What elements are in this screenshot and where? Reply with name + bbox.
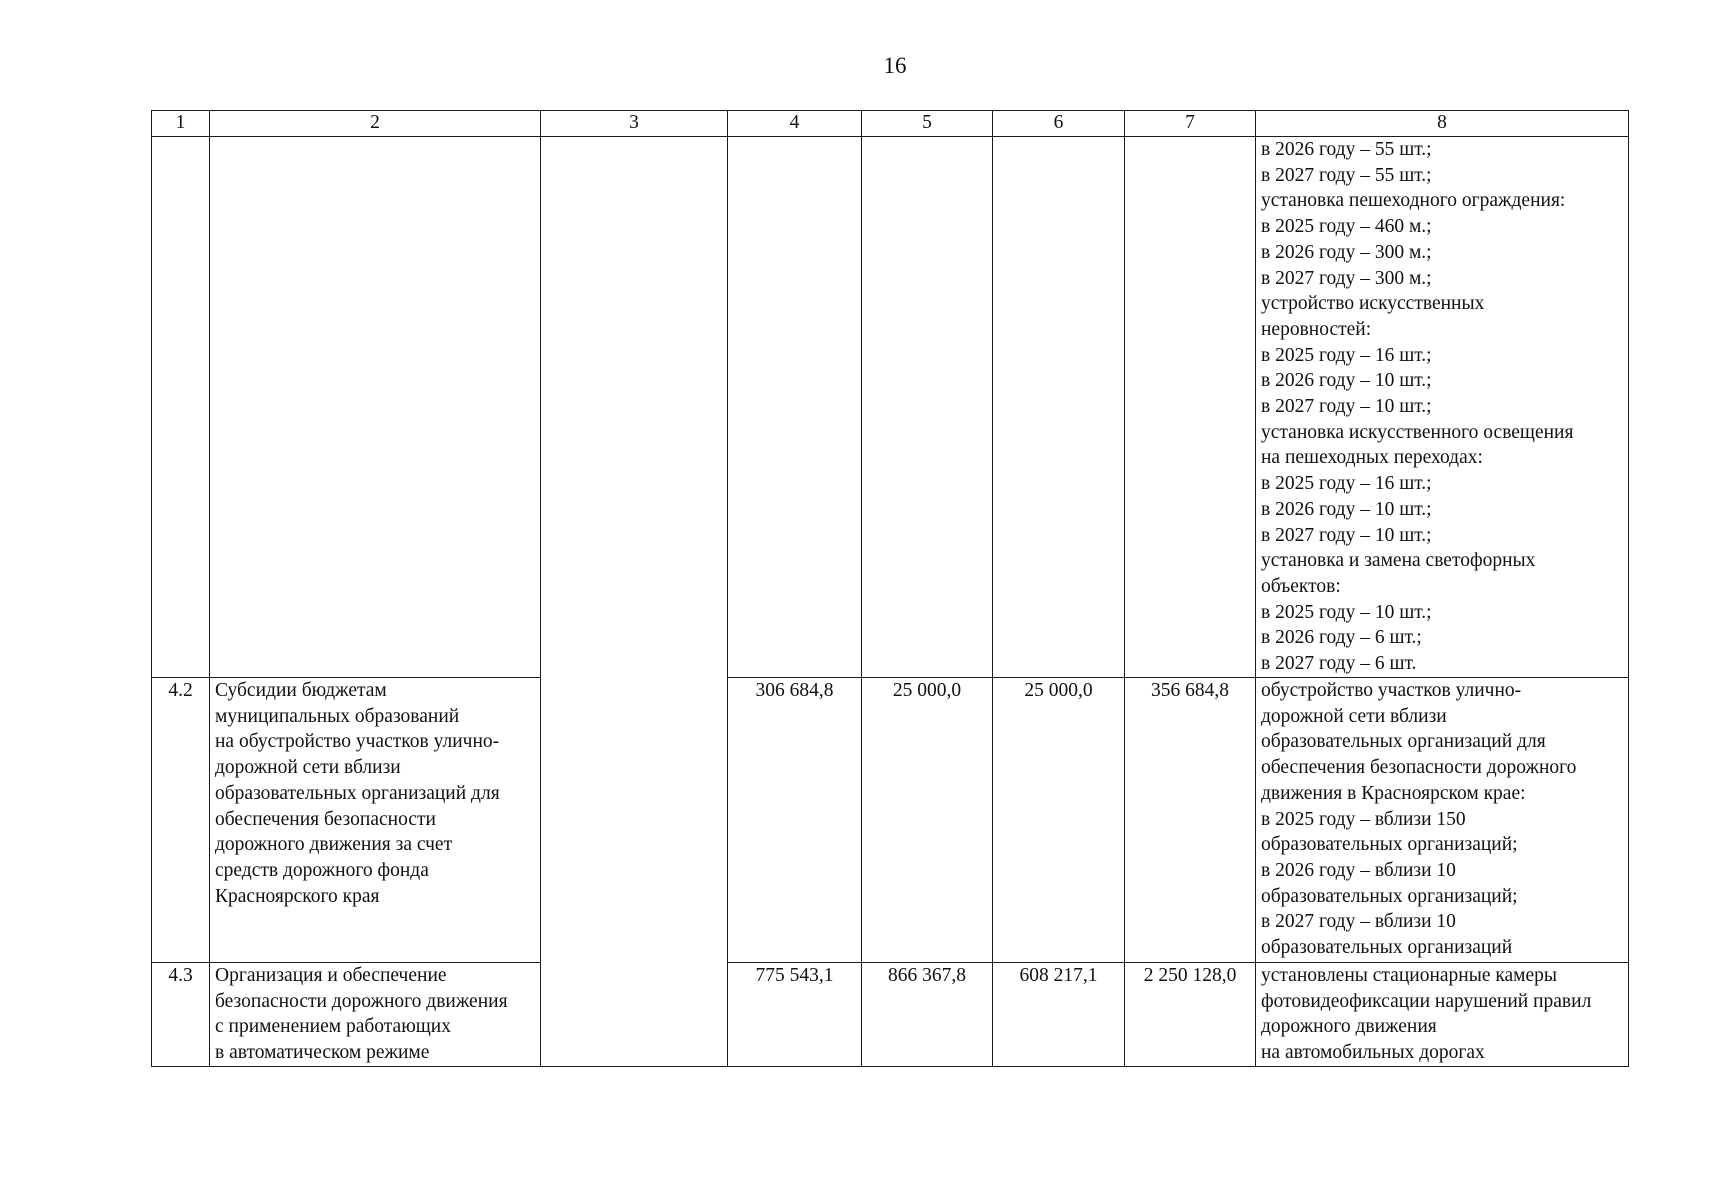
value-2025-cell — [728, 137, 862, 678]
name-line: обеспечения безопасности — [215, 808, 436, 830]
result-line: фотовидеофиксации нарушений правил — [1261, 990, 1592, 1012]
program-table — [151, 110, 1629, 1067]
value-2026-cell — [862, 137, 993, 678]
row-name-cell — [210, 678, 541, 963]
name-line: Красноярского края — [215, 885, 380, 907]
row-name-cell — [210, 963, 541, 1067]
result-cell — [1256, 678, 1629, 963]
header-col-6: 6 — [993, 111, 1125, 137]
result-line: в 2025 году – 16 шт.; — [1261, 473, 1432, 495]
result-line: в 2025 году – 10 шт.; — [1261, 601, 1432, 623]
result-cell — [1256, 137, 1629, 678]
value-2026-cell: 25 000,0 — [862, 678, 993, 963]
result-line: образовательных организаций; — [1261, 834, 1518, 856]
header-col-8: 8 — [1256, 111, 1629, 137]
result-line: в 2027 году – 6 шт. — [1261, 653, 1417, 675]
value-2027-cell — [993, 137, 1125, 678]
result-line: обеспечения безопасности дорожного — [1261, 757, 1577, 779]
header-col-3: 3 — [541, 111, 728, 137]
result-line: в 2027 году – 10 шт.; — [1261, 396, 1432, 418]
name-line: образовательных организаций для — [215, 782, 500, 804]
name-line: Субсидии бюджетам — [215, 680, 387, 701]
result-line: в 2027 году – 10 шт.; — [1261, 524, 1432, 546]
result-line: образовательных организаций; — [1261, 885, 1518, 907]
result-line: установка пешеходного ограждения: — [1261, 190, 1566, 212]
result-line: обустройство участков улично- — [1261, 680, 1522, 701]
value-2025-cell: 306 684,8 — [728, 678, 862, 963]
value-2027-cell: 608 217,1 — [993, 963, 1125, 1067]
result-line: в 2025 году – вблизи 150 — [1261, 808, 1466, 830]
result-line: на пешеходных переходах: — [1261, 447, 1483, 469]
result-line: дорожной сети вблизи — [1261, 705, 1447, 727]
row-number-cell: 4.3 — [152, 963, 210, 1067]
result-line: установка и замена светофорных — [1261, 550, 1536, 572]
value-2026-cell: 866 367,8 — [862, 963, 993, 1067]
header-col-4: 4 — [728, 111, 862, 137]
result-line: в 2026 году – вблизи 10 — [1261, 859, 1456, 881]
result-line: устройство искусственных — [1261, 293, 1485, 315]
result-line: объектов: — [1261, 575, 1341, 597]
table-row — [152, 137, 1629, 678]
name-line: в автоматическом режиме — [215, 1042, 430, 1064]
result-line: в 2025 году – 460 м.; — [1261, 216, 1432, 238]
name-line: дорожной сети вблизи — [215, 757, 401, 779]
result-cell — [1256, 963, 1629, 1067]
result-line: движения в Красноярском крае: — [1261, 782, 1526, 804]
result-line: в 2026 году – 55 шт.; — [1261, 139, 1432, 160]
name-line: средств дорожного фонда — [215, 859, 429, 881]
header-col-5: 5 — [862, 111, 993, 137]
row-number-cell: 4.2 — [152, 678, 210, 963]
result-line: в 2026 году – 6 шт.; — [1261, 627, 1422, 649]
result-line: неровностей: — [1261, 318, 1372, 340]
page-number: 16 — [883, 53, 907, 78]
header-col-1: 1 — [152, 111, 210, 137]
value-total-cell: 356 684,8 — [1125, 678, 1256, 963]
result-line: дорожного движения — [1261, 1016, 1437, 1038]
result-line: на автомобильных дорогах — [1261, 1042, 1485, 1064]
result-line: установлены стационарные камеры — [1261, 965, 1558, 986]
name-line: муниципальных образований — [215, 705, 460, 727]
value-total-cell: 2 250 128,0 — [1125, 963, 1256, 1067]
result-line: установка искусственного освещения — [1261, 421, 1574, 443]
result-line: в 2026 году – 10 шт.; — [1261, 498, 1432, 520]
header-col-2: 2 — [210, 111, 541, 137]
name-line: дорожного движения за счет — [215, 834, 453, 856]
header-row — [152, 111, 1629, 137]
result-line: в 2027 году – 300 м.; — [1261, 267, 1432, 289]
result-line: в 2027 году – 55 шт.; — [1261, 164, 1432, 186]
header-col-7: 7 — [1125, 111, 1256, 137]
value-total-cell — [1125, 137, 1256, 678]
result-line: в 2026 году – 10 шт.; — [1261, 370, 1432, 392]
responsible-cell — [541, 137, 728, 1067]
result-line: в 2027 году – вблизи 10 — [1261, 911, 1456, 933]
row-number-cell — [152, 137, 210, 678]
result-line: образовательных организаций для — [1261, 731, 1546, 753]
name-line: Организация и обеспечение — [215, 965, 447, 986]
result-line: в 2026 году – 300 м.; — [1261, 241, 1432, 263]
value-2025-cell: 775 543,1 — [728, 963, 862, 1067]
name-line: безопасности дорожного движения — [215, 990, 508, 1012]
row-name-cell — [210, 137, 541, 678]
name-line: с применением работающих — [215, 1016, 451, 1038]
result-line: в 2025 году – 16 шт.; — [1261, 344, 1432, 366]
name-line: на обустройство участков улично- — [215, 731, 500, 753]
table-row — [152, 963, 1629, 1067]
value-2027-cell: 25 000,0 — [993, 678, 1125, 963]
result-line: образовательных организаций — [1261, 937, 1513, 959]
table-row — [152, 678, 1629, 963]
